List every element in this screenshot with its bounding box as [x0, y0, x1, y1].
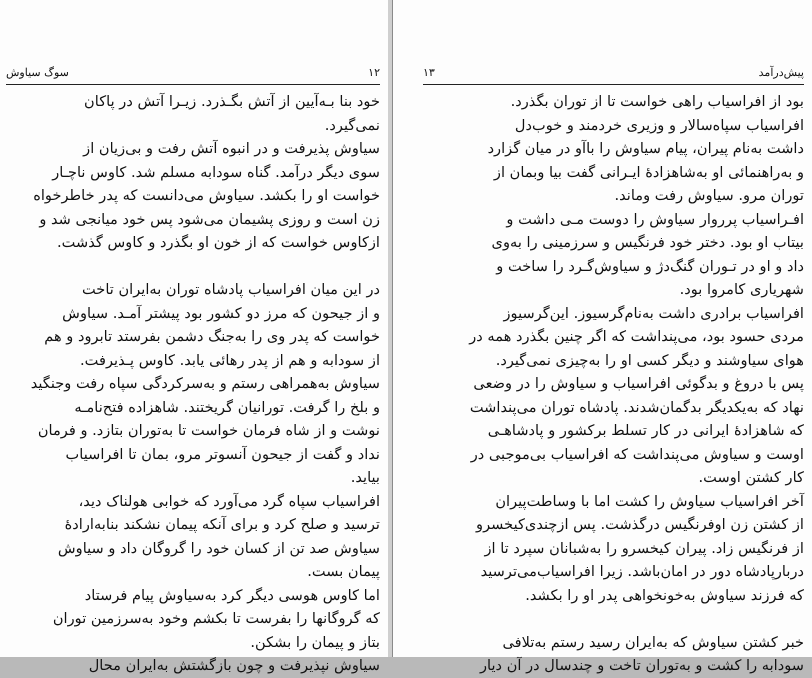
text-line: خبر کشتن سیاوش که به‌ایران رسید رستم به‌تلافی — [502, 633, 804, 651]
text-line: افراسیاب سپاه گرد می‌آورد که خوابی هولناک دید، — [78, 492, 380, 510]
header-rule — [423, 84, 804, 85]
text-line: از سودابه و هم از پدر رهائی یابد. کاوس پـذیرفت. — [80, 351, 380, 369]
text-line: بود از افراسیاب راهی خواست تا از توران بگذرد. — [510, 93, 804, 110]
text-line: نمی‌گیرد. — [324, 116, 380, 134]
right-page-header — [423, 66, 804, 82]
right-page-text — [423, 90, 804, 678]
running-title: سوگ سیاوش — [6, 66, 69, 79]
text-line: آخر افراسیاب سیاوش را کشت اما با وساطت‌پیران — [495, 492, 804, 510]
text-line: که گروگانها را بفرست تا بکشم وخود به‌سرزمین توران — [52, 610, 380, 627]
text-line: سیاوش پذیرفت و در انبوه آتش رفت و بی‌زیان از — [83, 140, 380, 157]
text-line: و از جیحون که مرز دو کشور بود پیشتر آمـد. سیاوش — [62, 304, 380, 322]
text-line: نهاد که به‌یکدیگر بدگمان‌شدند. پادشاه توران می‌پنداشت — [469, 398, 804, 416]
text-line: سوی دیگر درآمد. گناه سودابه مسلم شد. کاوس ناچـار — [52, 163, 380, 181]
text-line: سیاوش به‌همراهی رستم و به‌سرکردگی سپاه رفت وجنگید — [30, 375, 380, 392]
text-line: بیاید. — [350, 469, 380, 486]
text-line: خود بنا بـه‌آیین از آتش بگـذرد. زیـرا آتش در پاکان — [84, 93, 380, 110]
text-line: زن است و روزی پشیمان می‌شود پس خود میانجی شد و — [39, 210, 380, 228]
text-line: ترسید و صلح کرد و برای آنکه پیمان نشکند بنابه‌ارادهٔ — [64, 516, 380, 533]
left-page-header — [6, 66, 380, 82]
text-line: اوست و سیاوش می‌پنداشت که افراسیاب بی‌موجبی در — [470, 445, 804, 463]
text-line: از فرنگیس زاد. پیران کیخسرو را به‌شبانان سپرد تا از — [484, 539, 804, 557]
page-number: ۱۳ — [423, 66, 435, 79]
paragraph-gap — [6, 255, 380, 279]
paragraph-gap — [423, 607, 804, 631]
text-line: هوای سیاوشند و دیگر کسی او را به‌چیزی نمی‌گیرد. — [495, 351, 804, 369]
text-line: کار کشتن اوست. — [698, 469, 804, 486]
text-line: خواست او را بکشد. سیاوش می‌دانست که پدر خاطرخواه — [33, 187, 380, 204]
text-line: پس با دروغ و بدگوئی افراسیاب و سیاوش را در وضعی — [473, 375, 804, 392]
left-page — [0, 0, 389, 674]
text-line: بتاز و پیمان را بشکن. — [250, 633, 380, 651]
text-line: نداد و گفت از جیحون آنسوتر مرو، بمان تا افراسیاب — [65, 445, 380, 463]
text-line: توران مرو. سیاوش رفت وماند. — [614, 187, 804, 204]
text-line: مردی حسود بود، می‌پنداشت که اگر چنین بگذرد همه در — [469, 328, 804, 345]
text-line: سیاوش صد تن از کسان خود را گروگان داد و سیاوش — [57, 539, 380, 557]
text-line: افراسیاب برادری داشت به‌نام‌گرسیوز. این‌گرسیوز — [503, 304, 804, 322]
text-line: افراسیاب سپاه‌سالار و وزیری خردمند و خوب‌دل — [514, 116, 804, 134]
text-line: دربارپادشاه دور در امان‌باشد. زیرا افراسیاب‌می‌ترسید — [480, 563, 804, 580]
text-line: ازکاوس خواست که از خون او بگذرد و کاوس گذشت. — [57, 234, 380, 251]
text-line: اما کاوس هوسی دیگر کرد به‌سیاوش پیام فرستاد — [84, 586, 380, 604]
text-line: سودابه را کشت و به‌توران تاخت و چندسال در آن دیار — [480, 657, 804, 674]
text-line: پیمان بست. — [307, 563, 380, 580]
text-line: بیتاب او بود. دختر خود فرنگیس و سرزمینی را به‌وی — [491, 234, 804, 251]
text-line: و به‌راهنمائی او به‌شاهزادهٔ ایـرانی گفت بیا وبمان از — [493, 163, 804, 181]
text-line: از کشتن زن اوفرنگیس درگذشت. پس ازچندی‌کیخسرو — [476, 516, 804, 533]
text-line: خواست که پدر وی را به‌جنگ دشمن بفرستد تابرود و هم — [44, 328, 380, 345]
page-number: ۱۲ — [368, 66, 380, 79]
text-line: داد و او در تـوران گنگ‌دژ و سیاوش‌گـرد را ساخت و — [496, 257, 804, 275]
text-line: افـراسیاب پرروار سیاوش را دوست مـی داشت و — [506, 210, 804, 228]
text-line: که شاهزادهٔ ایرانی در کار تسلط برکشور و پادشاهـی — [487, 422, 804, 439]
left-page-text — [6, 90, 380, 678]
right-page — [392, 0, 812, 674]
text-line: و بلخ را گرفت. تورانیان گریختند. شاهزاده فتح‌نامـه — [74, 398, 380, 416]
text-line: سیاوش نپذیرفت و چون بازگشتش به‌ایران محال — [88, 657, 380, 674]
text-line: در این میان افراسیاب پادشاه توران به‌ایران تاخت — [81, 281, 380, 298]
text-line: شهریاری کامروا بود. — [679, 281, 804, 298]
text-line: داشت به‌نام پیران، پیام سیاوش را باآو در میان گزارد — [487, 140, 804, 157]
running-title: پیش‌درآمد — [758, 66, 804, 79]
text-line: که فرزند سیاوش به‌خونخواهی پدر او را بکشد. — [525, 586, 804, 604]
header-rule — [6, 84, 380, 85]
text-line: نوشت و از شاه فرمان خواست تا به‌توران بتازد. و فرمان — [37, 422, 380, 439]
